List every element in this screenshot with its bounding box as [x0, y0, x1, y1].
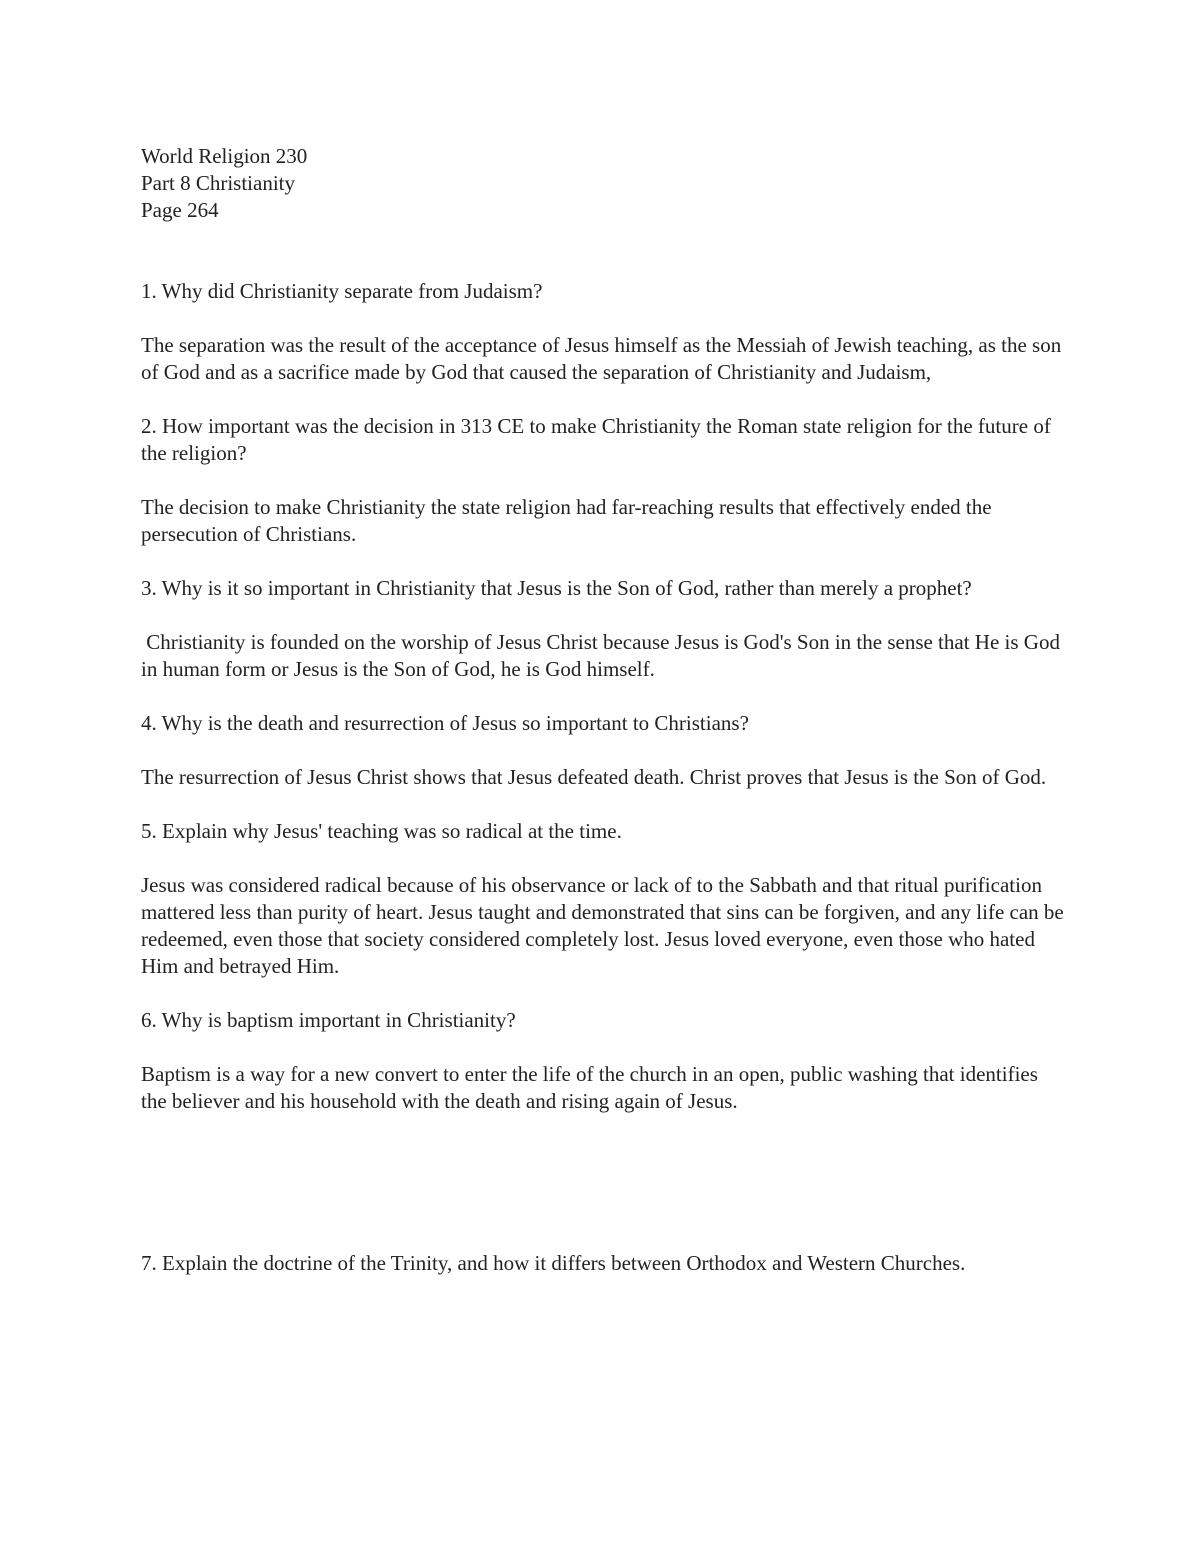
question-2: 2. How important was the decision in 313 CE to make Christianity the Roman state religion for the future of the religion? — [141, 414, 1051, 465]
question-5: 5. Explain why Jesus' teaching was so radical at the time. — [141, 819, 622, 843]
question-1: 1. Why did Christianity separate from Judaism? — [141, 279, 543, 303]
answer-6: Baptism is a way for a new convert to enter the life of the church in an open, public washing that identifies the believer and his household with the death and rising again of Jesus. — [141, 1062, 1038, 1113]
answer-5: Jesus was considered radical because of his observance or lack of to the Sabbath and that ritual purification mattered less than purity of heart. Jesus taught and demonstrated that sins can be forgiven, and any life can be redeemed, even those that society considered completely lost. Jesus loved everyone, even those who hated Him and betrayed Him. — [141, 873, 1064, 978]
course-title: World Religion 230 — [141, 144, 308, 168]
answer-1: The separation was the result of the acceptance of Jesus himself as the Messiah of Jewish teaching, as the son of God and as a sacrifice made by God that caused the separation of Christianity and Judaism, — [141, 333, 1062, 384]
question-3: 3. Why is it so important in Christianity that Jesus is the Son of God, rather than merely a prophet? — [141, 576, 972, 600]
question-7: 7. Explain the doctrine of the Trinity, and how it differs between Orthodox and Western Churches. — [141, 1251, 966, 1275]
page-reference: Page 264 — [141, 198, 219, 222]
question-4: 4. Why is the death and resurrection of Jesus so important to Christians? — [141, 711, 749, 735]
answer-2: The decision to make Christianity the state religion had far-reaching results that effectively ended the persecution of Christians. — [141, 495, 992, 546]
answer-4: The resurrection of Jesus Christ shows that Jesus defeated death. Christ proves that Jesus is the Son of God. — [141, 765, 1047, 789]
part-title: Part 8 Christianity — [141, 171, 295, 195]
answer-3: Christianity is founded on the worship of Jesus Christ because Jesus is God's Son in the sense that He is God in human form or Jesus is the Son of God, he is God himself. — [141, 630, 1066, 681]
question-6: 6. Why is baptism important in Christianity? — [141, 1008, 516, 1032]
document-body — [141, 143, 1066, 1277]
